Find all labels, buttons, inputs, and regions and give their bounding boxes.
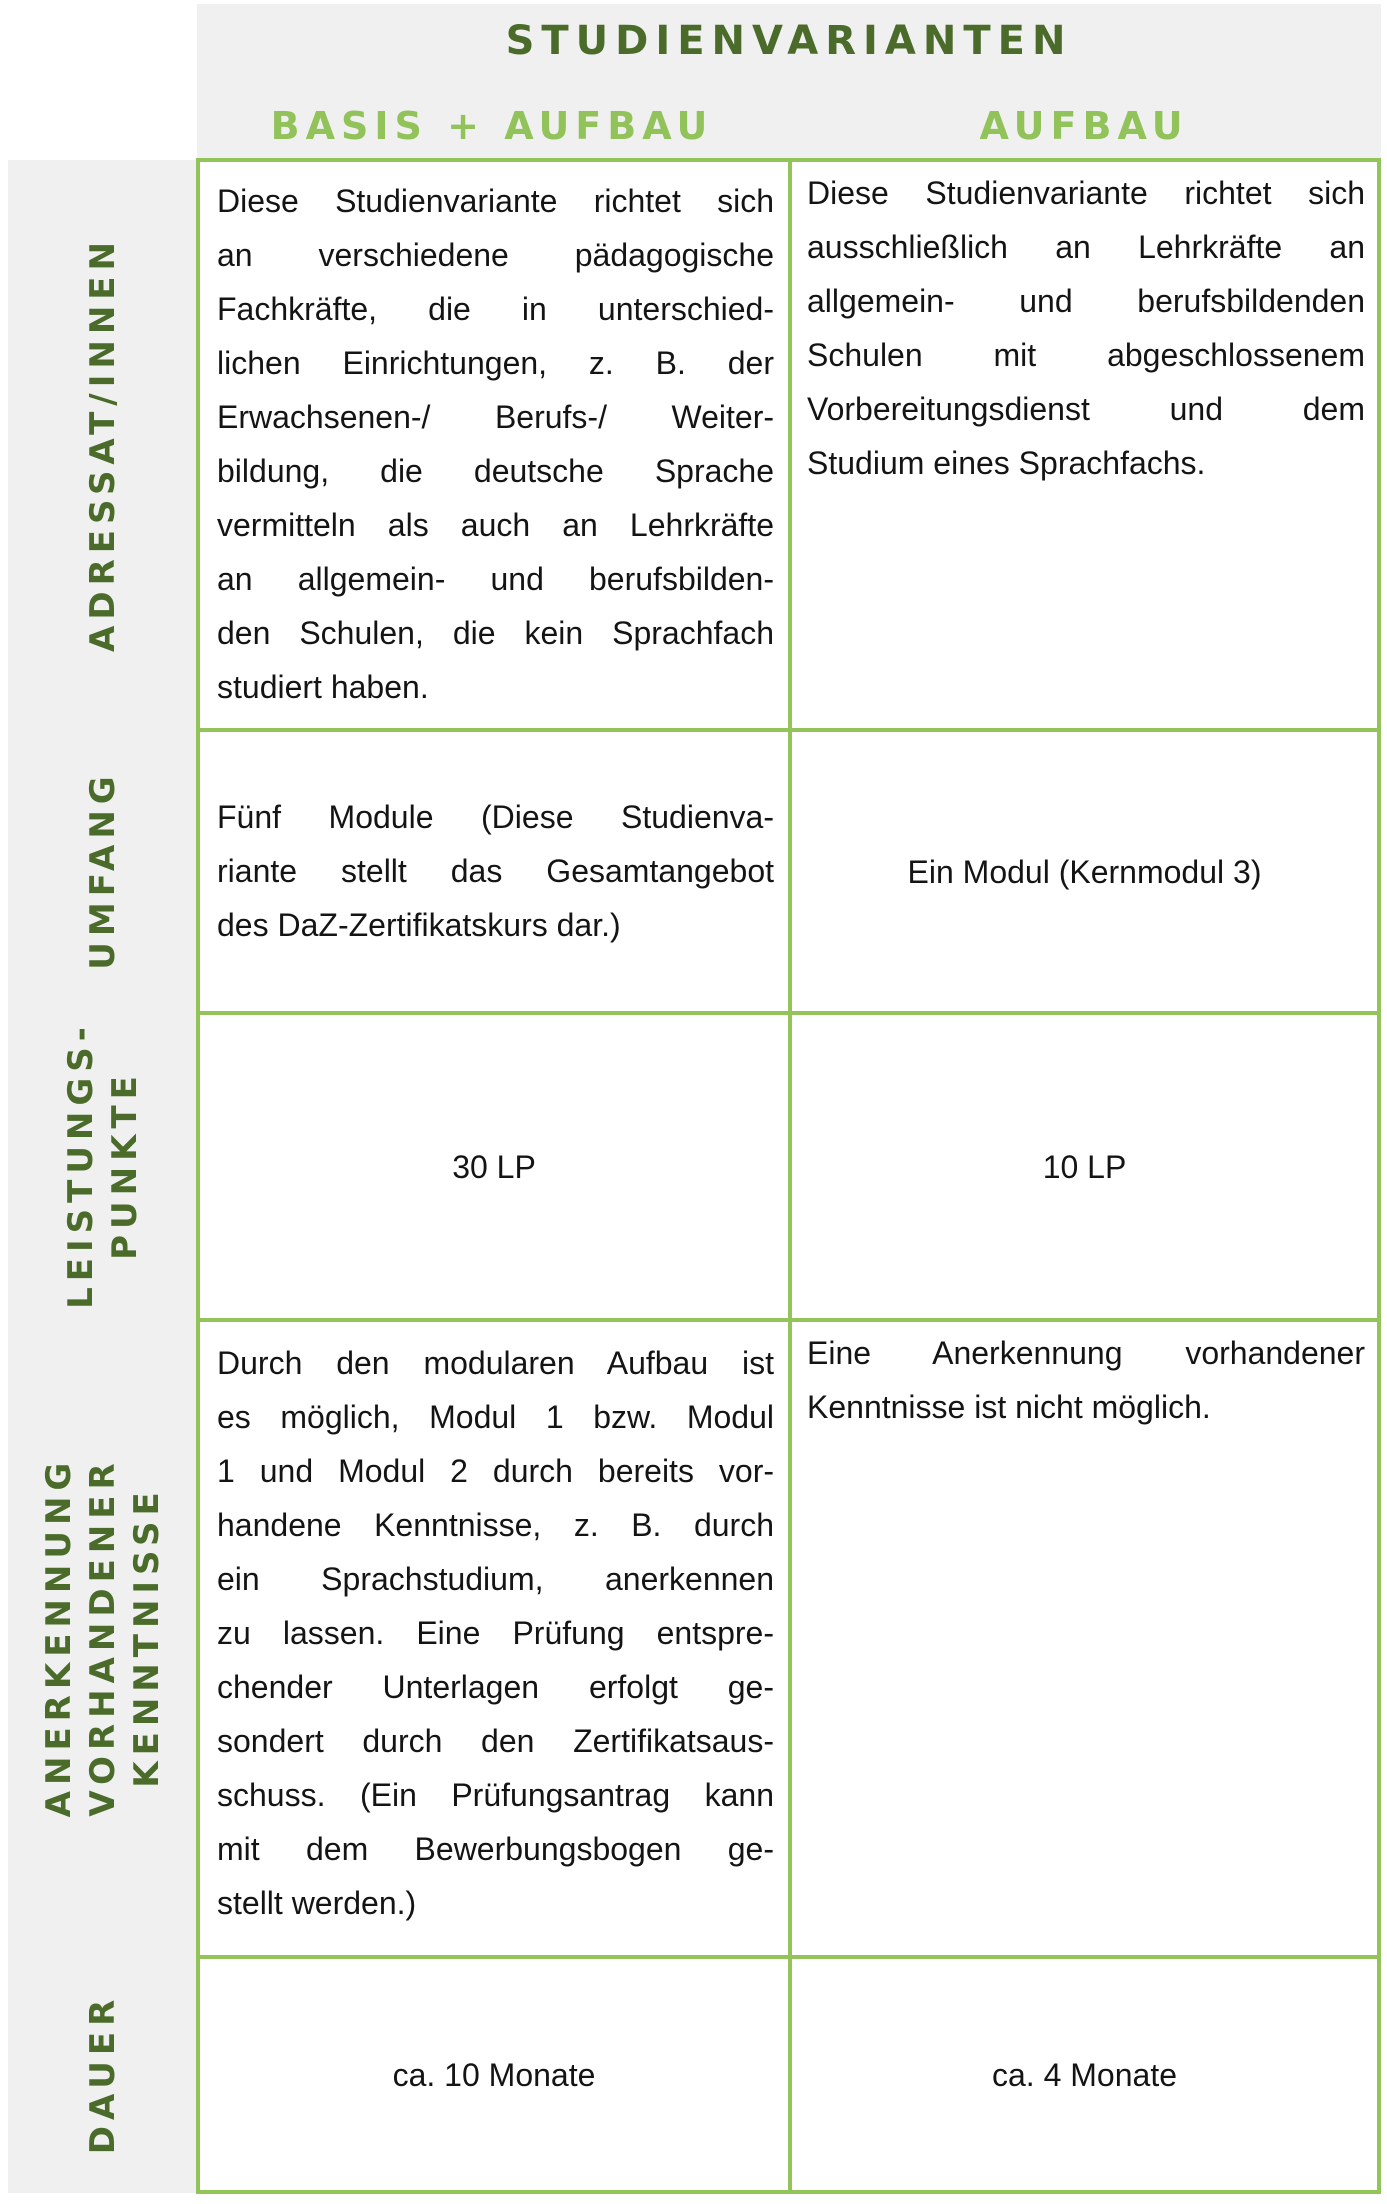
column-header-basis-aufbau: BASIS + AUFBAU — [270, 104, 714, 148]
cell-basis-aufbau — [196, 1955, 790, 2194]
row-label-adressaten — [8, 160, 197, 728]
cell-basis-aufbau — [196, 1011, 790, 1318]
row-label-umfang — [8, 728, 197, 1011]
table-header — [197, 4, 1381, 160]
text-line: Vorbereitungsdienst und dem — [807, 391, 1365, 427]
cell-text: ca. 4 Monate — [992, 2056, 1177, 2093]
table-row-adressaten — [196, 158, 1381, 728]
text-line: Diese Studienvariante richtet sich — [217, 183, 774, 219]
cell-basis-aufbau — [196, 1318, 790, 1955]
text-line: mit dem Bewerbungsbogen ge- — [217, 1831, 774, 1867]
text-line: handene Kenntnisse, z. B. durch — [217, 1507, 774, 1543]
cell-aufbau — [790, 1318, 1381, 1955]
cell-text: 10 LP — [1042, 1148, 1127, 1185]
cell-aufbau — [790, 728, 1381, 1011]
table-row-umfang — [196, 728, 1381, 1011]
text-line: lichen Einrichtungen, z. B. der — [217, 345, 774, 381]
text-line: Durch den modularen Aufbau ist — [217, 1345, 774, 1381]
text-line: riante stellt das Gesamtangebot — [217, 853, 774, 889]
text-line: ausschließlich an Lehrkräfte an — [807, 229, 1365, 265]
text-line: vermitteln als auch an Lehrkräfte — [217, 507, 774, 543]
cell-text: Ein Modul (Kernmodul 3) — [907, 853, 1262, 890]
table-row-anerkennung — [196, 1318, 1381, 1955]
table-row-dauer — [196, 1955, 1381, 2194]
cell-text: 30 LP — [452, 1148, 536, 1185]
text-line: sondert durch den Zertifikatsaus- — [217, 1723, 774, 1759]
text-line: Schulen mit abgeschlossenem — [807, 337, 1365, 373]
cell-aufbau — [790, 1011, 1381, 1318]
text-line: Kenntnisse ist nicht möglich. — [807, 1389, 1211, 1425]
text-line: Studium eines Sprachfachs. — [807, 445, 1206, 481]
text-line: Fünf Module (Diese Studienva- — [217, 799, 774, 835]
text-line: Eine Anerkennung vorhandener — [807, 1335, 1365, 1371]
comparison-table — [196, 158, 1381, 2194]
text-line: an allgemein- und berufsbilden- — [217, 561, 774, 597]
text-line: bildung, die deutsche Sprache — [217, 453, 774, 489]
row-label-text: DAUER — [82, 1993, 123, 2155]
cell-text: ca. 10 Monate — [392, 2056, 596, 2093]
text-line: ein Sprachstudium, anerkennen — [217, 1561, 774, 1597]
cell-aufbau — [790, 158, 1381, 728]
row-label-text: PUNKTE — [104, 1069, 145, 1260]
page-title: STUDIENVARIANTEN — [505, 18, 1073, 64]
table-row-leistungspunkte — [196, 1011, 1381, 1318]
text-line: Fachkräfte, die in unterschied- — [217, 291, 774, 327]
row-label-text: UMFANG — [82, 769, 123, 970]
row-label-text: ADRESSAT/INNEN — [82, 236, 123, 652]
row-label-dauer — [8, 1955, 197, 2193]
cell-basis-aufbau — [196, 728, 790, 1011]
row-label-text: LEISTUNGS- — [60, 1020, 101, 1309]
cell-basis-aufbau — [196, 158, 790, 728]
text-line: chender Unterlagen erfolgt ge- — [217, 1669, 774, 1705]
cell-aufbau — [790, 1955, 1381, 2194]
text-line: Erwachsenen-/ Berufs-/ Weiter- — [217, 399, 774, 435]
text-line: allgemein- und berufsbildenden — [807, 283, 1365, 319]
text-line: es möglich, Modul 1 bzw. Modul — [217, 1399, 774, 1435]
row-label-leistungspunkte — [8, 1011, 197, 1318]
text-line: studiert haben. — [217, 669, 429, 705]
text-line: den Schulen, die kein Sprachfach — [217, 615, 774, 651]
text-line: zu lassen. Eine Prüfung entspre- — [217, 1615, 774, 1651]
row-label-anerkennung — [8, 1318, 197, 1955]
text-line: schuss. (Ein Prüfungsantrag kann — [217, 1777, 774, 1813]
column-header-aufbau: AUFBAU — [979, 104, 1189, 148]
text-line: Diese Studienvariante richtet sich — [807, 175, 1365, 211]
row-label-text: VORHANDENER — [82, 1456, 123, 1817]
text-line: des DaZ-Zertifikatskurs dar.) — [217, 907, 621, 943]
text-line: an verschiedene pädagogische — [217, 237, 774, 273]
text-line: 1 und Modul 2 durch bereits vor- — [217, 1453, 774, 1489]
row-label-text: ANERKENNUNG — [38, 1456, 79, 1817]
row-label-text: KENNTNISSE — [126, 1485, 167, 1788]
text-line: stellt werden.) — [217, 1885, 417, 1921]
